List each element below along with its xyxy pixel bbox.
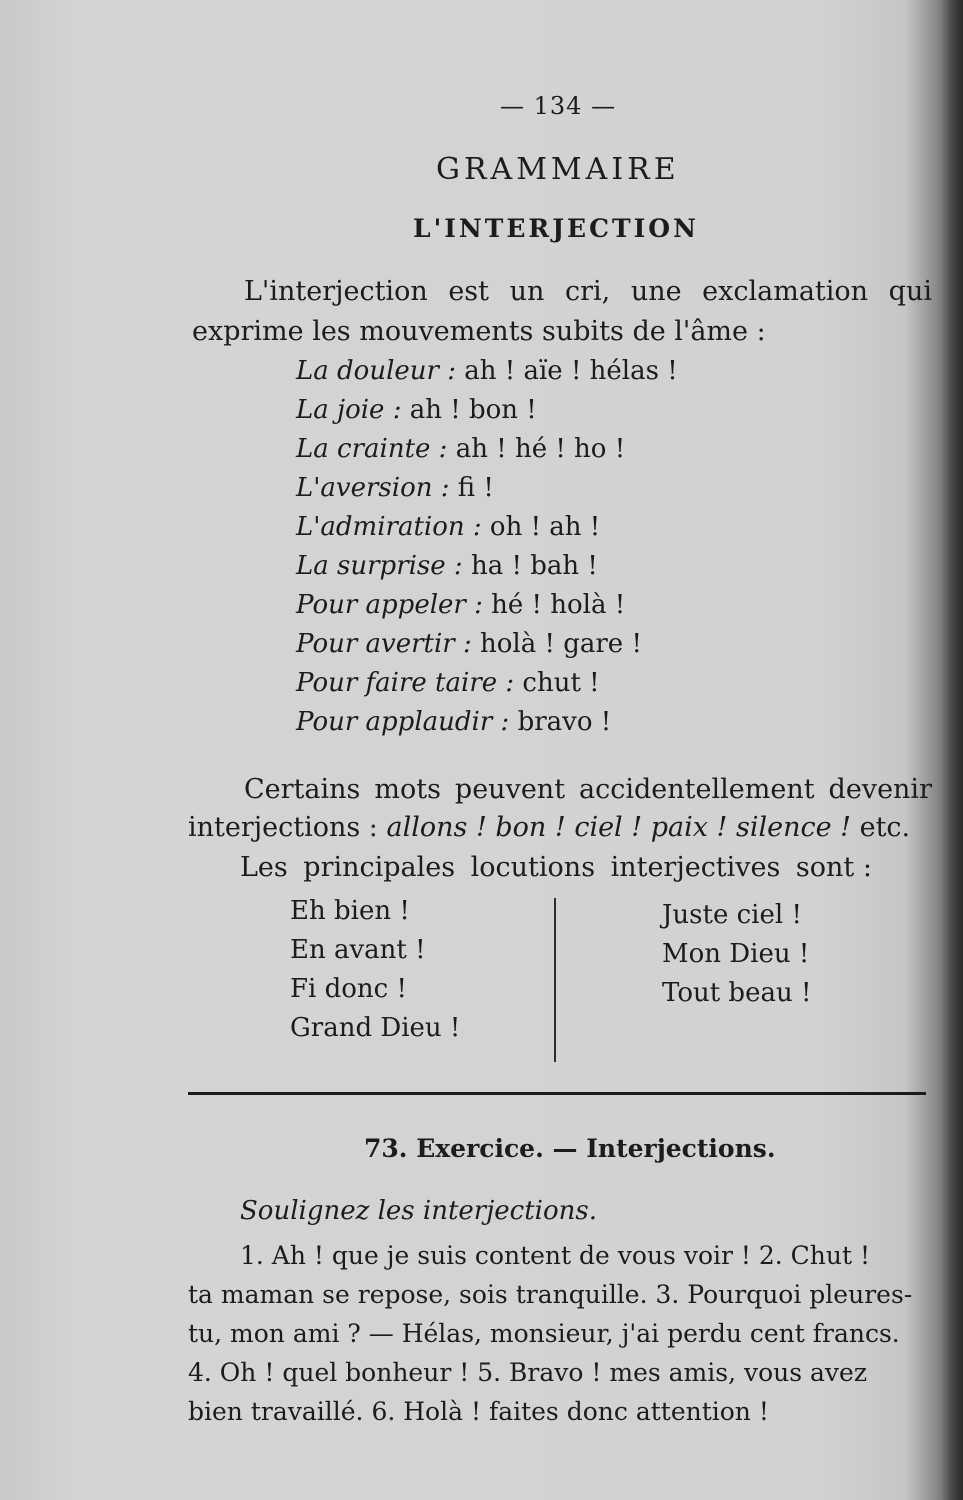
word: locutions [470, 852, 596, 883]
word: Les [240, 852, 288, 883]
definition-line-2: exprime les mouvements subits de l'âme : [192, 316, 766, 347]
locution-item: Eh bien ! [290, 896, 410, 926]
example-text: ah ! aïe ! hélas ! [464, 356, 678, 386]
exercise-line: ta maman se repose, sois tranquille. 3. Pourquoi pleures- [188, 1280, 913, 1309]
word: mots [374, 774, 441, 805]
word: interjectives [610, 852, 781, 883]
accidental-suffix: etc. [859, 812, 911, 843]
example-text: chut ! [522, 668, 600, 698]
exercise-title: 73. Exercice. — Interjections. [364, 1134, 776, 1163]
example-line [296, 512, 600, 542]
example-line [296, 356, 678, 386]
exercise-body [188, 1236, 926, 1431]
page-number: — 134 — [500, 92, 617, 120]
locution-item: Fi donc ! [290, 974, 407, 1004]
accidental-line-2 [188, 812, 910, 843]
example-text: holà ! gare ! [480, 629, 642, 659]
word: cri, [564, 276, 611, 307]
definition-line-1 [244, 276, 932, 307]
example-line [296, 434, 625, 464]
column-divider [554, 898, 556, 1062]
exercise-line: bien travaillé. 6. Holà ! faites donc attention ! [188, 1397, 769, 1426]
lesson-title: L'INTERJECTION [413, 214, 699, 243]
word: un [509, 276, 545, 307]
locution-item: En avant ! [290, 935, 426, 965]
accidental-prefix: interjections : [188, 812, 378, 843]
example-label: L'aversion : [296, 473, 450, 503]
example-line [296, 707, 611, 737]
example-label: Pour applaudir : [296, 707, 510, 737]
example-label: La joie : [296, 395, 402, 425]
word: principales [303, 852, 456, 883]
word: devenir [828, 774, 932, 805]
example-label: La crainte : [296, 434, 448, 464]
accidental-examples: allons ! bon ! ciel ! paix ! silence ! [386, 812, 851, 843]
word: L'interjection [244, 276, 428, 307]
locutions-intro [240, 852, 872, 883]
locution-item: Tout beau ! [662, 978, 812, 1008]
word: peuvent [454, 774, 566, 805]
example-text: ha ! bah ! [470, 551, 598, 581]
word: qui [888, 276, 932, 307]
example-text: bravo ! [517, 707, 612, 737]
example-text: oh ! ah ! [489, 512, 601, 542]
locution-item: Grand Dieu ! [290, 1013, 461, 1043]
word: sont : [795, 852, 872, 883]
example-line [296, 668, 600, 698]
word: une [630, 276, 682, 307]
example-line [296, 590, 625, 620]
word: exclamation [702, 276, 869, 307]
example-label: Pour appeler : [296, 590, 483, 620]
example-line [296, 395, 537, 425]
locution-item: Mon Dieu ! [662, 939, 810, 969]
page-binding-shadow [941, 0, 963, 1500]
example-text: ah ! bon ! [409, 395, 537, 425]
example-line [296, 551, 598, 581]
exercise-line: 4. Oh ! quel bonheur ! 5. Bravo ! mes amis, vous avez [188, 1358, 868, 1387]
example-text: ah ! hé ! ho ! [455, 434, 626, 464]
word: accidentellement [579, 774, 815, 805]
accidental-line-1 [244, 774, 932, 805]
example-label: Pour avertir : [296, 629, 472, 659]
section-divider [188, 1092, 926, 1095]
exercise-instruction: Soulignez les interjections. [240, 1196, 597, 1226]
word: est [448, 276, 489, 307]
example-text: fi ! [457, 473, 494, 503]
example-line [296, 629, 642, 659]
exercise-line: tu, mon ami ? — Hélas, monsieur, j'ai perdu cent francs. [188, 1319, 900, 1348]
exercise-line: 1. Ah ! que je suis content de vous voir ! 2. Chut ! [240, 1241, 871, 1270]
locution-item: Juste ciel ! [662, 900, 802, 930]
example-label: La douleur : [296, 356, 456, 386]
example-label: Pour faire taire : [296, 668, 515, 698]
example-label: La surprise : [296, 551, 463, 581]
word: Certains [244, 774, 361, 805]
example-line [296, 473, 494, 503]
example-text: hé ! holà ! [491, 590, 626, 620]
section-title: GRAMMAIRE [436, 152, 680, 187]
example-label: L'admiration : [296, 512, 482, 542]
